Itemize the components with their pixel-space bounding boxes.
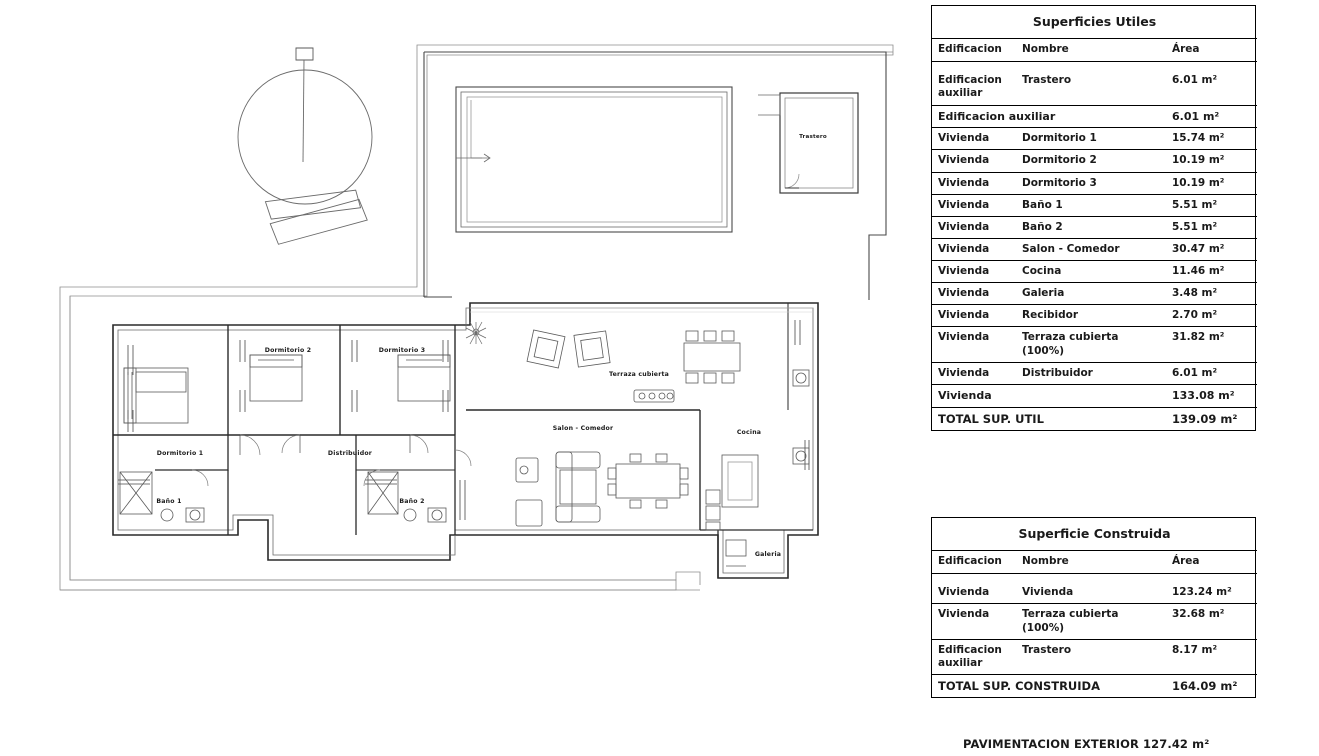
house-outer-wall — [113, 303, 818, 578]
cell-nombre: Dormitorio 2 — [1016, 150, 1166, 172]
cell-area: 31.82 m² — [1166, 327, 1257, 362]
terrace-deck-2 — [270, 199, 368, 245]
trastero-annex — [758, 95, 780, 115]
room-label-trastero: Trastero — [799, 134, 827, 140]
cell-edificacion: Vivienda — [932, 362, 1016, 384]
room-label-terraza-cubierta: Terraza cubierta — [608, 371, 670, 378]
plot-edge-top — [424, 52, 886, 300]
cell-area: 5.51 m² — [1166, 194, 1257, 216]
table-title: Superficie Construida — [932, 518, 1257, 550]
cell-edificacion: Edificacion auxiliar — [932, 70, 1016, 105]
pool-inner — [461, 92, 727, 227]
room-label-bano-2: Baño 2 — [399, 498, 425, 505]
cell-nombre: Baño 2 — [1016, 216, 1166, 238]
cell-area: 133.08 m² — [1166, 384, 1257, 407]
cell-area: 6.01 m² — [1166, 105, 1257, 128]
cell-edificacion: Vivienda — [932, 582, 1016, 604]
cell-total-area: 139.09 m² — [1172, 411, 1238, 426]
trastero-inner — [785, 98, 853, 188]
plot-boundary — [60, 45, 893, 590]
table-row — [932, 216, 1257, 238]
door-group — [192, 435, 471, 486]
cell-edificacion: Edificacion auxiliar — [932, 105, 1166, 128]
cell-nombre: Trastero — [1016, 70, 1166, 105]
cell-area: 6.01 m² — [1166, 70, 1257, 105]
header-area: Área — [1166, 38, 1257, 61]
furniture-terraza — [466, 322, 674, 402]
table-superficie-construida — [931, 517, 1256, 698]
cell-edificacion: Vivienda — [932, 327, 1016, 362]
furniture-dining — [608, 454, 688, 508]
cell-area: 5.51 m² — [1166, 216, 1257, 238]
trastero-outline — [780, 93, 858, 193]
furniture-galeria — [726, 540, 746, 566]
cell-edificacion: Vivienda — [932, 128, 1016, 150]
table-row-total — [932, 407, 1257, 430]
cell-nombre: Terraza cubierta (100%) — [1016, 604, 1166, 639]
header-area: Área — [1166, 550, 1257, 573]
table-row — [932, 238, 1257, 260]
cell-edificacion: Vivienda — [932, 305, 1016, 327]
cell-edificacion: Vivienda — [932, 604, 1016, 639]
cell-edificacion: Vivienda — [932, 216, 1016, 238]
cell-nombre: Galeria — [1016, 283, 1166, 305]
room-label-dormitorio-2: Dormitorio 2 — [264, 347, 312, 354]
terraza-hatch — [470, 308, 813, 312]
cell-edificacion: Vivienda — [932, 238, 1016, 260]
table-row — [932, 70, 1257, 105]
terrace-axis — [303, 60, 304, 162]
room-label-cocina: Cocina — [736, 429, 762, 436]
cell-nombre: Distribuidor — [1016, 362, 1166, 384]
terrace-deck-1 — [265, 190, 361, 220]
cell-edificacion: Edificacion auxiliar — [932, 639, 1016, 674]
table-title: Superficies Utiles — [932, 6, 1257, 38]
pool-water — [467, 97, 722, 222]
cell-area: 30.47 m² — [1166, 238, 1257, 260]
table-row — [932, 128, 1257, 150]
table-row — [932, 194, 1257, 216]
furniture-terraza-table — [684, 331, 740, 383]
cell-nombre: Baño 1 — [1016, 194, 1166, 216]
table-row — [932, 362, 1257, 384]
table-row-subtotal — [932, 384, 1257, 407]
table-row — [932, 582, 1257, 604]
cell-area: 8.17 m² — [1166, 639, 1257, 674]
cell-area: 10.19 m² — [1166, 172, 1257, 194]
table-header-row — [932, 550, 1257, 573]
table-row-total — [932, 674, 1257, 697]
cell-nombre: Salon - Comedor — [1016, 238, 1166, 260]
cell-nombre: Dormitorio 1 — [1016, 128, 1166, 150]
trastero-door-swing — [785, 174, 799, 188]
header-nombre: Nombre — [1016, 550, 1166, 573]
cell-area: 3.48 m² — [1166, 283, 1257, 305]
furniture-bed-dorm2 — [250, 355, 302, 401]
room-label-galeria: Galeria — [754, 551, 782, 558]
room-label-dormitorio-3: Dormitorio 3 — [378, 347, 426, 354]
cell-area: 2.70 m² — [1166, 305, 1257, 327]
furniture-bed-dorm3 — [398, 355, 450, 401]
cell-total-label: TOTAL SUP. UTIL — [938, 411, 1044, 426]
cell-area: 32.68 m² — [1166, 604, 1257, 639]
table-title-row — [932, 518, 1257, 550]
room-label-dormitorio-1: Dormitorio 1 — [156, 450, 204, 457]
cell-nombre: Recibidor — [1016, 305, 1166, 327]
furniture-salon — [516, 452, 600, 526]
header-edificacion: Edificacion — [932, 550, 1016, 573]
cell-edificacion: Vivienda — [932, 194, 1016, 216]
header-nombre: Nombre — [1016, 38, 1166, 61]
furniture-bano1 — [120, 472, 204, 522]
cell-edificacion: Vivienda — [932, 261, 1016, 283]
cell-area: 15.74 m² — [1166, 128, 1257, 150]
furniture-bed-dorm1 — [124, 368, 188, 423]
table-header-row — [932, 38, 1257, 61]
table-superficies-utiles — [931, 5, 1256, 431]
cell-edificacion: Vivienda — [932, 384, 1166, 407]
table-row — [932, 172, 1257, 194]
pavimentacion-exterior-label: PAVIMENTACION EXTERIOR 127.42 m² — [963, 737, 1210, 751]
room-label-distribuidor: Distribuidor — [327, 450, 373, 457]
cell-nombre: Trastero — [1016, 639, 1166, 674]
cell-nombre: Cocina — [1016, 261, 1166, 283]
cell-total-label: TOTAL SUP. CONSTRUIDA — [938, 678, 1100, 693]
table-row-subtotal — [932, 105, 1257, 128]
cell-total-area: 164.09 m² — [1172, 678, 1238, 693]
header-edificacion: Edificacion — [932, 38, 1016, 61]
table-row — [932, 639, 1257, 674]
table-row — [932, 327, 1257, 362]
cell-area: 11.46 m² — [1166, 261, 1257, 283]
cell-edificacion: Vivienda — [932, 283, 1016, 305]
pool-steps — [471, 100, 482, 158]
cell-edificacion: Vivienda — [932, 150, 1016, 172]
cell-edificacion: Vivienda — [932, 172, 1016, 194]
table-row — [932, 150, 1257, 172]
table-row — [932, 604, 1257, 639]
cell-nombre: Terraza cubierta (100%) — [1016, 327, 1166, 362]
furniture-bano2 — [368, 472, 446, 522]
plot-edge-lower — [70, 296, 700, 585]
terrace-step — [296, 48, 313, 60]
pool-outer — [456, 87, 732, 232]
cell-area: 6.01 m² — [1166, 362, 1257, 384]
table-title-row — [932, 6, 1257, 38]
cell-area: 10.19 m² — [1166, 150, 1257, 172]
table-row — [932, 261, 1257, 283]
window-group — [118, 320, 809, 520]
cell-nombre: Dormitorio 3 — [1016, 172, 1166, 194]
table-row — [932, 305, 1257, 327]
furniture-cocina — [706, 370, 809, 530]
cell-area: 123.24 m² — [1166, 582, 1257, 604]
table-row — [932, 283, 1257, 305]
room-label-bano-1: Baño 1 — [156, 498, 182, 505]
circular-terrace — [238, 70, 372, 204]
house-inner-wall — [118, 308, 813, 573]
cell-nombre: Vivienda — [1016, 582, 1166, 604]
room-label-salon-comedor: Salon - Comedor — [552, 425, 614, 432]
